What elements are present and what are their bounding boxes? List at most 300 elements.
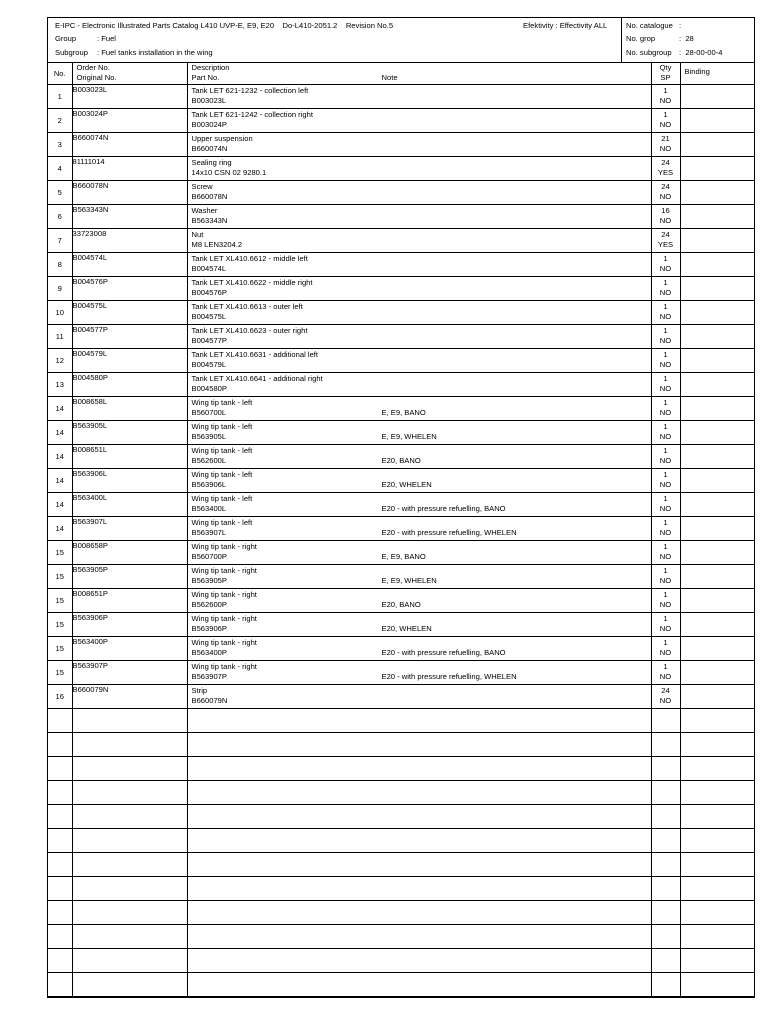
order-no: B008651L — [72, 445, 187, 469]
item-no: 10 — [48, 301, 72, 325]
order-no: B563905P — [72, 565, 187, 589]
table-row — [48, 349, 754, 373]
table-row — [48, 229, 754, 253]
empty-cell — [680, 973, 754, 997]
qty: 1 — [663, 86, 668, 95]
part-no: B560700P — [191, 552, 227, 561]
empty-row — [48, 925, 754, 949]
binding-cell — [680, 421, 754, 445]
empty-row — [48, 829, 754, 853]
note: E20 - with pressure refuelling, BANO — [381, 648, 506, 657]
empty-cell — [72, 925, 187, 949]
empty-cell — [72, 877, 187, 901]
order-no: B004576P — [72, 277, 187, 301]
binding-cell — [680, 613, 754, 637]
description: Wing tip tank - right — [191, 542, 257, 551]
table-row — [48, 469, 754, 493]
description-cell — [187, 421, 651, 445]
order-no: B563343N — [72, 205, 187, 229]
description-cell — [187, 133, 651, 157]
part-no: B004580P — [191, 384, 227, 393]
description-cell — [187, 205, 651, 229]
description-cell — [187, 301, 651, 325]
binding-cell — [680, 277, 754, 301]
empty-cell — [48, 829, 72, 853]
binding-cell — [680, 325, 754, 349]
catalog-title: E-IPC - Electronic Illustrated Parts Catalog L410 UVP-E, E9, E20 Do-L410-2051.2 Revision No.5 — [55, 21, 394, 30]
empty-cell — [651, 973, 680, 997]
empty-cell — [48, 757, 72, 781]
qty: 1 — [663, 110, 668, 119]
empty-cell — [680, 757, 754, 781]
part-no: B004576P — [191, 288, 227, 297]
binding-cell — [680, 637, 754, 661]
spare-part-flag: NO — [659, 384, 672, 393]
qty: 1 — [663, 254, 668, 263]
subgroup-no-label: No. subgroup — [626, 48, 672, 57]
empty-row — [48, 805, 754, 829]
item-no: 14 — [48, 421, 72, 445]
item-no: 11 — [48, 325, 72, 349]
qty-cell — [651, 661, 680, 685]
empty-cell — [72, 973, 187, 997]
binding-cell — [680, 85, 754, 109]
note: E, E9, BANO — [381, 408, 426, 417]
spare-part-flag: NO — [659, 648, 672, 657]
empty-cell — [187, 805, 651, 829]
part-no: B562600L — [191, 456, 227, 465]
description: Nut — [191, 230, 204, 239]
qty-cell — [651, 517, 680, 541]
spare-part-flag: NO — [659, 576, 672, 585]
item-no: 9 — [48, 277, 72, 301]
order-no: B004577P — [72, 325, 187, 349]
table-row — [48, 85, 754, 109]
empty-cell — [48, 733, 72, 757]
description: Wing tip tank - right — [191, 614, 257, 623]
description: Tank LET 621-1232 - collection left — [191, 86, 309, 95]
empty-cell — [651, 877, 680, 901]
binding-cell — [680, 373, 754, 397]
empty-cell — [651, 949, 680, 973]
qty: 1 — [663, 302, 668, 311]
binding-cell — [680, 517, 754, 541]
qty-cell — [651, 469, 680, 493]
order-no: B563400P — [72, 637, 187, 661]
spare-part-flag: NO — [659, 288, 672, 297]
description-cell — [187, 613, 651, 637]
item-no: 14 — [48, 493, 72, 517]
empty-cell — [72, 853, 187, 877]
qty: 1 — [663, 350, 668, 359]
binding-cell — [680, 493, 754, 517]
description: Wing tip tank - right — [191, 638, 257, 647]
empty-cell — [187, 877, 651, 901]
order-no: B563907L — [72, 517, 187, 541]
order-no: 33723008 — [72, 229, 187, 253]
col-description-header: Description Part No. Note — [187, 63, 651, 85]
binding-cell — [680, 133, 754, 157]
part-no: B003023L — [191, 96, 227, 105]
description: Tank LET XL410.6623 - outer right — [191, 326, 308, 335]
qty-cell — [651, 349, 680, 373]
table-row — [48, 637, 754, 661]
qty-cell — [651, 397, 680, 421]
table-row — [48, 541, 754, 565]
empty-cell — [651, 925, 680, 949]
empty-cell — [187, 949, 651, 973]
spare-part-flag: NO — [659, 96, 672, 105]
table-row — [48, 565, 754, 589]
spare-part-flag: NO — [659, 456, 672, 465]
empty-cell — [187, 733, 651, 757]
parts-table — [48, 63, 754, 997]
empty-row — [48, 901, 754, 925]
description-cell — [187, 661, 651, 685]
table-row — [48, 685, 754, 709]
empty-cell — [651, 805, 680, 829]
item-no: 6 — [48, 205, 72, 229]
col-binding-header: Binding — [680, 63, 754, 85]
qty: 24 — [661, 230, 670, 239]
item-no: 3 — [48, 133, 72, 157]
description: Strip — [191, 686, 208, 695]
item-no: 15 — [48, 637, 72, 661]
note: E20, BANO — [381, 600, 421, 609]
spare-part-flag: NO — [659, 432, 672, 441]
order-no: B008651P — [72, 589, 187, 613]
part-no: B563906L — [191, 480, 227, 489]
empty-cell — [72, 709, 187, 733]
part-no: B563907P — [191, 672, 227, 681]
spare-part-flag: YES — [657, 168, 674, 177]
item-no: 13 — [48, 373, 72, 397]
description: Washer — [191, 206, 218, 215]
order-no: B660074N — [72, 133, 187, 157]
qty: 1 — [663, 566, 668, 575]
note: E20 - with pressure refuelling, BANO — [381, 504, 506, 513]
part-no: B563907L — [191, 528, 227, 537]
description-cell — [187, 589, 651, 613]
description-cell — [187, 277, 651, 301]
table-row — [48, 589, 754, 613]
item-no: 14 — [48, 517, 72, 541]
qty: 21 — [661, 134, 670, 143]
binding-cell — [680, 229, 754, 253]
qty-cell — [651, 541, 680, 565]
spare-part-flag: NO — [659, 144, 672, 153]
note: E20, WHELEN — [381, 480, 432, 489]
part-no: B563905P — [191, 576, 227, 585]
spare-part-flag: NO — [659, 552, 672, 561]
qty: 1 — [663, 614, 668, 623]
description: Tank LET 621-1242 - collection right — [191, 110, 313, 119]
empty-cell — [187, 829, 651, 853]
table-row — [48, 157, 754, 181]
table-row — [48, 181, 754, 205]
empty-cell — [651, 733, 680, 757]
order-no: B004579L — [72, 349, 187, 373]
description: Tank LET XL410.6641 - additional right — [191, 374, 323, 383]
binding-cell — [680, 397, 754, 421]
qty-cell — [651, 685, 680, 709]
qty: 1 — [663, 446, 668, 455]
binding-cell — [680, 181, 754, 205]
order-no: B003024P — [72, 109, 187, 133]
empty-cell — [680, 925, 754, 949]
binding-cell — [680, 685, 754, 709]
binding-cell — [680, 661, 754, 685]
description-cell — [187, 109, 651, 133]
empty-cell — [187, 757, 651, 781]
empty-cell — [72, 805, 187, 829]
description: Tank LET XL410.6613 - outer left — [191, 302, 303, 311]
empty-cell — [187, 973, 651, 997]
part-no: B563905L — [191, 432, 227, 441]
qty: 1 — [663, 326, 668, 335]
spare-part-flag: YES — [657, 240, 674, 249]
order-no: B008658L — [72, 397, 187, 421]
item-no: 14 — [48, 445, 72, 469]
empty-row — [48, 709, 754, 733]
qty-cell — [651, 421, 680, 445]
description-cell — [187, 229, 651, 253]
table-row — [48, 301, 754, 325]
part-no: M8 LEN3204.2 — [191, 240, 243, 249]
table-row — [48, 277, 754, 301]
qty-cell — [651, 253, 680, 277]
empty-cell — [680, 949, 754, 973]
part-no: B004577P — [191, 336, 227, 345]
qty: 1 — [663, 638, 668, 647]
qty: 1 — [663, 542, 668, 551]
empty-cell — [187, 925, 651, 949]
empty-cell — [48, 901, 72, 925]
qty-cell — [651, 493, 680, 517]
binding-cell — [680, 253, 754, 277]
spare-part-flag: NO — [659, 600, 672, 609]
item-no: 16 — [48, 685, 72, 709]
empty-cell — [72, 733, 187, 757]
spare-part-flag: NO — [659, 192, 672, 201]
item-no: 1 — [48, 85, 72, 109]
empty-cell — [48, 853, 72, 877]
empty-row — [48, 757, 754, 781]
qty-cell — [651, 229, 680, 253]
group-value: : Fuel — [97, 34, 116, 43]
item-no: 15 — [48, 541, 72, 565]
spare-part-flag: NO — [659, 336, 672, 345]
order-no: B004575L — [72, 301, 187, 325]
empty-cell — [72, 757, 187, 781]
table-row — [48, 325, 754, 349]
description-cell — [187, 349, 651, 373]
spare-part-flag: NO — [659, 216, 672, 225]
description-cell — [187, 541, 651, 565]
order-no: B660078N — [72, 181, 187, 205]
note: E20 - with pressure refuelling, WHELEN — [381, 672, 517, 681]
qty: 24 — [661, 686, 670, 695]
part-no: B563400L — [191, 504, 227, 513]
empty-row — [48, 733, 754, 757]
item-no: 7 — [48, 229, 72, 253]
note: E, E9, WHELEN — [381, 576, 437, 585]
qty-cell — [651, 589, 680, 613]
description-cell — [187, 373, 651, 397]
order-no: 81111014 — [72, 157, 187, 181]
qty-cell — [651, 205, 680, 229]
description: Wing tip tank - left — [191, 494, 253, 503]
table-row — [48, 253, 754, 277]
catalogue-no-label: No. catalogue — [626, 21, 673, 30]
table-row — [48, 445, 754, 469]
part-no: B562600P — [191, 600, 227, 609]
empty-cell — [651, 901, 680, 925]
parts-catalog-sheet — [47, 17, 755, 998]
empty-cell — [187, 709, 651, 733]
order-no: B003023L — [72, 85, 187, 109]
spare-part-flag: NO — [659, 624, 672, 633]
binding-cell — [680, 301, 754, 325]
spare-part-flag: NO — [659, 408, 672, 417]
spare-part-flag: NO — [659, 480, 672, 489]
table-row — [48, 397, 754, 421]
table-row — [48, 421, 754, 445]
spare-part-flag: NO — [659, 264, 672, 273]
qty: 16 — [661, 206, 670, 215]
empty-cell — [680, 829, 754, 853]
qty-cell — [651, 157, 680, 181]
subgroup-no-value: : 28-00-00-4 — [679, 48, 723, 57]
qty: 24 — [661, 158, 670, 167]
item-no: 2 — [48, 109, 72, 133]
description-cell — [187, 85, 651, 109]
qty: 24 — [661, 182, 670, 191]
empty-row — [48, 781, 754, 805]
order-no: B563905L — [72, 421, 187, 445]
spare-part-flag: NO — [659, 120, 672, 129]
note: E20, WHELEN — [381, 624, 432, 633]
table-row — [48, 133, 754, 157]
note: E, E9, WHELEN — [381, 432, 437, 441]
empty-cell — [48, 709, 72, 733]
table-row — [48, 373, 754, 397]
empty-cell — [680, 781, 754, 805]
part-no: B563343N — [191, 216, 228, 225]
table-row — [48, 517, 754, 541]
part-no: B004575L — [191, 312, 227, 321]
qty-cell — [651, 133, 680, 157]
empty-cell — [187, 781, 651, 805]
spare-part-flag: NO — [659, 528, 672, 537]
empty-cell — [72, 829, 187, 853]
note: E20 - with pressure refuelling, WHELEN — [381, 528, 517, 537]
qty: 1 — [663, 374, 668, 383]
description: Wing tip tank - left — [191, 446, 253, 455]
part-no: B660074N — [191, 144, 228, 153]
empty-cell — [651, 829, 680, 853]
spare-part-flag: NO — [659, 696, 672, 705]
part-no: B563906P — [191, 624, 227, 633]
binding-cell — [680, 109, 754, 133]
empty-row — [48, 877, 754, 901]
empty-cell — [187, 853, 651, 877]
item-no: 15 — [48, 613, 72, 637]
qty-cell — [651, 637, 680, 661]
description: Wing tip tank - left — [191, 518, 253, 527]
binding-cell — [680, 205, 754, 229]
empty-cell — [48, 925, 72, 949]
description: Tank LET XL410.6612 - middle left — [191, 254, 308, 263]
col-no-header: No. — [48, 63, 72, 85]
description: Tank LET XL410.6622 - middle right — [191, 278, 313, 287]
empty-cell — [72, 781, 187, 805]
description-cell — [187, 325, 651, 349]
description-cell — [187, 157, 651, 181]
part-no: B560700L — [191, 408, 227, 417]
table-row — [48, 205, 754, 229]
description-cell — [187, 493, 651, 517]
col-qty-header: Qty SP — [651, 63, 680, 85]
description-cell — [187, 469, 651, 493]
spare-part-flag: NO — [659, 672, 672, 681]
empty-cell — [680, 877, 754, 901]
part-no: B003024P — [191, 120, 227, 129]
description: Wing tip tank - left — [191, 398, 253, 407]
order-no: B004574L — [72, 253, 187, 277]
item-no: 14 — [48, 397, 72, 421]
item-no: 12 — [48, 349, 72, 373]
binding-cell — [680, 541, 754, 565]
qty-cell — [651, 301, 680, 325]
table-row — [48, 613, 754, 637]
part-no: B660078N — [191, 192, 228, 201]
grop-no-value: : 28 — [679, 34, 694, 43]
empty-cell — [48, 877, 72, 901]
grop-no-label: No. grop — [626, 34, 656, 43]
table-header-row — [48, 63, 754, 85]
empty-row — [48, 853, 754, 877]
qty-cell — [651, 181, 680, 205]
qty: 1 — [663, 398, 668, 407]
order-no: B563400L — [72, 493, 187, 517]
item-no: 8 — [48, 253, 72, 277]
parts-table-body — [48, 85, 754, 997]
col-order-header: Order No. Original No. — [72, 63, 187, 85]
empty-cell — [72, 901, 187, 925]
spare-part-flag: NO — [659, 312, 672, 321]
empty-cell — [680, 805, 754, 829]
item-no: 14 — [48, 469, 72, 493]
order-no: B008658P — [72, 541, 187, 565]
qty-cell — [651, 277, 680, 301]
part-no: B563400P — [191, 648, 227, 657]
description: Wing tip tank - left — [191, 470, 253, 479]
empty-cell — [680, 853, 754, 877]
empty-cell — [187, 901, 651, 925]
qty-cell — [651, 109, 680, 133]
binding-cell — [680, 589, 754, 613]
order-no: B004580P — [72, 373, 187, 397]
empty-cell — [651, 853, 680, 877]
part-no: 14x10 CSN 02 9280.1 — [191, 168, 267, 177]
empty-cell — [651, 757, 680, 781]
qty-cell — [651, 565, 680, 589]
item-no: 4 — [48, 157, 72, 181]
binding-cell — [680, 157, 754, 181]
qty: 1 — [663, 518, 668, 527]
order-no: B563906P — [72, 613, 187, 637]
